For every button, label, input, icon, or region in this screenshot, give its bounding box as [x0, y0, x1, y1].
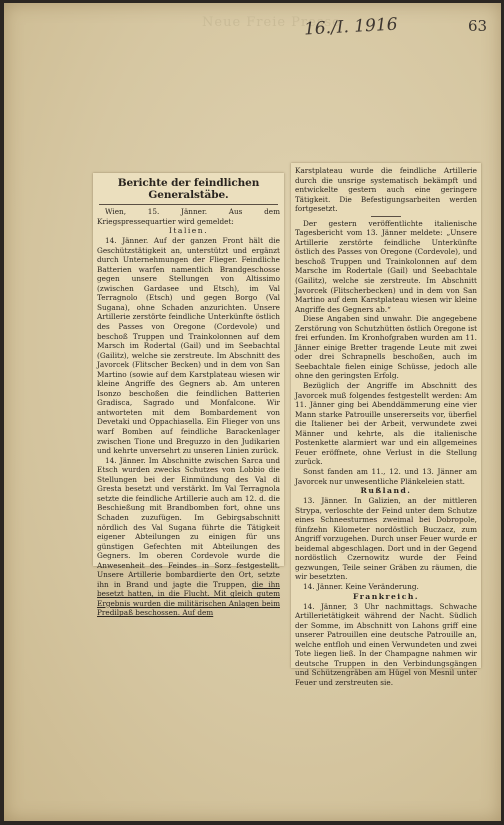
skirmish-paragraph: Sonst fanden am 11., 12. und 13. Jänner am Javorcek nur unwesentliche Plänkeleien statt.	[295, 466, 477, 486]
france-paragraph: 14. Jänner, 3 Uhr nachmittags. Schwache Artillerietätigkeit während der Nacht. Südlich der Somme, im Abschnitt von Lahons griff eine unserer Patrouillen eine deutsche Patrouille an, welche entfloh und einen Verwundeten und zwei Tote liegen ließ. In der Champagne nahmen wir deutsche Truppen in den Verbindungsgängen und Schützengräben am Hügel von Mesnil unter Feuer und zerstreuten sie.	[295, 601, 477, 687]
underlined-passage: die ihn besetzt hatten, in die Flucht. Mit gleich gutem Ergebnis wurden die militärischen Anlagen beim Predilpaß beschossen. Auf dem	[97, 579, 280, 618]
newspaper-clipping-right	[291, 163, 481, 687]
newspaper-clipping-left	[93, 173, 284, 618]
rebuttal-paragraph: Diese Angaben sind unwahr. Die angegebene Zerstörung von Schutzhütten östlich Oregone ist frei erfunden. Im Kronhofgraben wurden am 11. Jänner einige Bretter tragende Leute mit zwei oder drei Schrapnells beschoßen, auch im Seebachtale fielen einige Schüsse, jedoch alle ohne den geringsten Erfolg.	[295, 314, 477, 381]
report-paragraph-2: 14. Jänner. Im Abschnitte zwischen Sarca und Etsch wurden zwecks Schutzes von Lobbio die Stellungen bei der Einmündung des Val di Gresta besetzt und verstärkt. Im Val Terragnola setzte die feindliche Artillerie auch am 12. d. die Beschießung mit Brandbomben fort, ohne uns Schaden zuzufügen. Im Gebirgsabschnitt nördlich des Val Sugana führte die Tätigkeit eigener Abteilungen zu einigen für uns günstigen Gefechten mit Abteilungen des Gegners. Im oberen Cordevole wurde die Anwesenheit des Feindes in Sorz festgestellt. Unsere Artillerie bombardierte den Ort, setzte ihn in Brand und jagte die Truppen, die ihn besetzt hatten, in die Flucht. Mit gleich gutem Ergebnis wurden die militärischen Anlagen beim Predilpaß beschossen. Auf dem	[97, 455, 280, 618]
section-russia: Rußland.	[360, 486, 412, 496]
section-france: Frankreich.	[353, 591, 419, 601]
dateline: Wien, 15. Jänner. Aus dem Kriegspressequartier wird gemeldet:	[97, 207, 280, 226]
handwritten-date: 16./I. 1916	[303, 14, 399, 40]
clipping-headline: Berichte der feindlichen Generalstäbe.	[117, 177, 260, 201]
russia-paragraph-2: 14. Jänner. Keine Veränderung.	[303, 581, 419, 591]
faint-masthead: Neue Freie Presse	[202, 15, 341, 30]
section-divider	[371, 216, 401, 217]
headline-divider	[99, 204, 278, 205]
report-paragraph-1: 14. Jänner. Auf der ganzen Front hält die Geschützstätigkeit an, unterstützt und ergänzt durch Unternehmungen der Flieger. Feindliche Batterien warfen namentlich Brandgeschosse gegen unsere Stellungen von Altissimo (zwischen Gardasee und Etsch), im Val Terragnolo (Etsch) und gegen Borgo (Val Sugana), ohne Schaden anzurichten. Unsere Artillerie zerstörte feindliche Unterkünfte östlich des Passes von Oregone (Cordevole) und beschoß Truppen und Trainkolonnen auf dem Marsch im Rodertal (Gail) und im Seebachtal (Gailitz), welche sie zerstreute. Im Abschnitt des Javorcek (Flitscher Becken) und in dem von San Martino (sowie auf dem Karstplateau wiesen wir kleine Angriffe des Gegners ab. Am unteren Isonzo beschoßen die feindlichen Batterien Gradisca, Sagrado und Monfalcone. Wir antworteten mit dem Bombardement von Devetaki und Oppachiasella. Ein Flieger von uns warf Bomben auf feindliche Barackenlager zwischen Tione und Breguzzo in den Judikarien und kehrte unversehrt zu unseren Linien zurück.	[97, 236, 280, 456]
section-italy: Italien.	[168, 226, 209, 236]
report-continuation: Karstplateau wurde die feindliche Artillerie durch die unsrige systematisch bekämpft und entwickelte gestern auch eine geringere Tätigkeit. Die Befestigungsarbeiten werden fortgesetzt.	[295, 166, 477, 214]
italian-report-quote: Der gestern veröffentlichte italienische Tagesbericht vom 13. Jänner meldete: „Unsere Artillerie zerstörte feindliche Unterkünfte östlich des Passes von Oregone (Cordevole), und beschoß Truppen und Trainkolonnen auf dem Marsche im Rodertale (Gail) und Seebachtale (Gailitz), welche sie zerstreute. Im Abschnitt Javorcek (Flitscherbecken) und in dem von San Martino auf dem Karstplateau wiesen wir kleine Angriffe des Gegners ab.“	[295, 218, 477, 314]
javorcek-paragraph: Bezüglich der Angriffe im Abschnitt des Javorcek muß folgendes festgestellt werden: Am 11. Jänner ging bei Abenddämmerung eine vier Mann starke Patrouille unsererseits vor, überfiel die Italiener bei der Arbeit, verwundete zwei Männer und kehrte, als die italienische Postenkette alarmiert war und ein allgemeines Feuer eröffnete, ohne Verlust in die Stellung zurück.	[295, 381, 477, 467]
page-number: 63	[468, 17, 488, 35]
russia-paragraph-1: 13. Jänner. In Galizien, an der mittleren Strypa, verloschte der Feind unter dem Schutze eines Schneesturmes zweimal bei Dobropole, fünfzehn Kilometer nordöstlich Buczacz, zum Angriff vorzugehen. Durch unser Feuer wurde er beidemal abgeschlagen. Dort und in der Gegend nordöstlich Czernowitz wurde der Feind gezwungen, Teile seiner Gräben zu räumen, die wir besetzten.	[295, 496, 477, 582]
